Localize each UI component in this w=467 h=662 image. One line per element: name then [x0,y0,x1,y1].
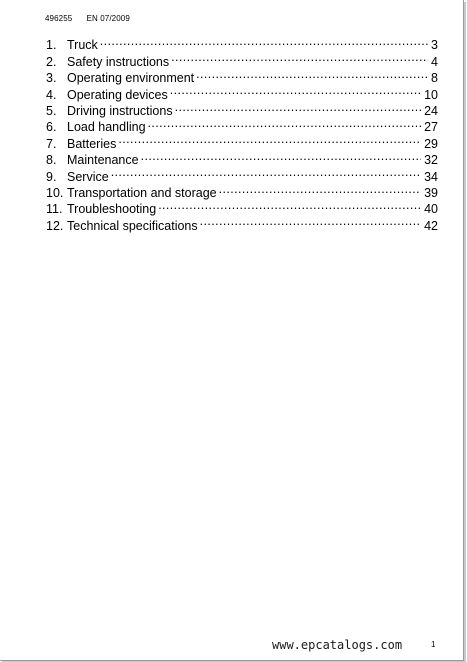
toc-entry-title[interactable]: Driving instructions [67,103,173,118]
toc-entry-title[interactable]: Service [67,169,109,184]
toc-entry-number: 2. [46,54,57,69]
toc-leader-dots [219,181,421,197]
toc-entry-page[interactable]: 40 [424,202,438,217]
toc-entry-title[interactable]: Operating environment [67,71,195,86]
toc-leader-dots [111,164,421,180]
toc-entry-page[interactable]: 4 [431,54,438,69]
toc-entry-title[interactable]: Technical specifications [67,218,198,233]
toc-entry-page[interactable]: 42 [424,218,438,233]
toc-entry-number: 10. [46,185,64,200]
toc-entry-number: 4. [46,87,57,102]
toc-entry-title[interactable]: Batteries [67,136,117,151]
toc-leader-dots [196,66,428,82]
toc-leader-dots [148,115,422,131]
toc-entry-number: 9. [46,169,57,184]
toc-leader-dots [200,213,421,229]
toc-leader-dots [175,99,422,115]
toc-entry-number: 3. [46,71,57,86]
toc-entry-page[interactable]: 10 [424,87,438,102]
toc-entry-page[interactable]: 24 [424,103,438,118]
toc-entry-number: 7. [46,136,57,151]
toc-entry-title[interactable]: Truck [67,38,98,53]
toc-entry-number: 12. [46,218,64,233]
watermark-url: www.epcatalogs.com [272,638,403,652]
toc-entry-number: 6. [46,120,57,135]
toc-entry-safety-instructions[interactable] [46,49,438,69]
toc-entry-title[interactable]: Load handling [67,120,146,135]
edition-date: EN 07/2009 [86,14,130,23]
toc-entry-page[interactable]: 8 [431,71,438,86]
toc-entry-page[interactable]: 27 [424,120,438,135]
toc-leader-dots [118,131,421,147]
toc-entry-page[interactable]: 3 [431,38,438,53]
document-number: 496255 [45,14,73,23]
toc-leader-dots [141,148,422,164]
toc-entry-page[interactable]: 34 [424,169,438,184]
toc-entry-page[interactable]: 29 [424,136,438,151]
toc-entry-title[interactable]: Maintenance [67,153,139,168]
toc-leader-dots [170,82,421,98]
table-of-contents [46,33,438,233]
toc-leader-dots [100,33,428,49]
toc-entry-title[interactable]: Safety instructions [67,54,170,69]
toc-entry-number: 11. [46,202,63,217]
toc-entry-title[interactable]: Troubleshooting [67,202,157,217]
toc-entry-page[interactable]: 32 [424,153,438,168]
toc-entry-number: 5. [46,103,57,118]
toc-entry-title[interactable]: Operating devices [67,87,168,102]
toc-entry-truck[interactable] [46,33,438,53]
toc-entry-page[interactable]: 39 [424,185,438,200]
toc-entry-number: 8. [46,153,57,168]
toc-leader-dots [158,197,421,213]
toc-leader-dots [171,49,428,65]
toc-entry-number: 1. [46,38,57,53]
document-header [45,14,130,23]
toc-entry-title[interactable]: Transportation and storage [67,185,217,200]
page-number: 1 [431,640,436,649]
